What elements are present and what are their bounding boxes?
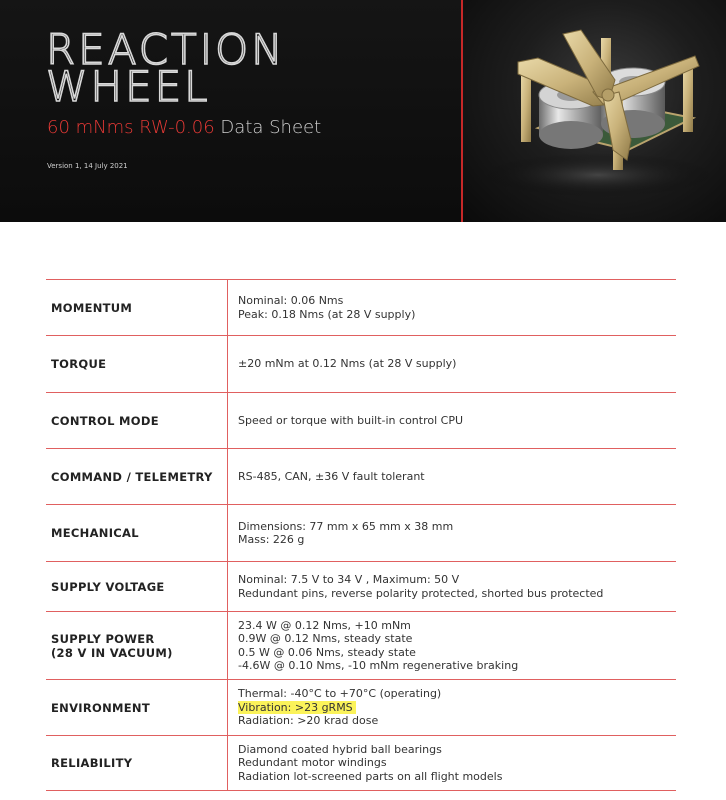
spec-value: ±20 mNm at 0.12 Nms (at 28 V supply) [238, 357, 457, 371]
header-title-panel [0, 0, 461, 222]
spec-value: Nominal: 7.5 V to 34 V , Maximum: 50 V Redundant pins, reverse polarity protected, shorted bus protected [238, 573, 604, 600]
datasheet-header [0, 0, 726, 222]
subtitle [47, 117, 321, 139]
product-photo [463, 0, 726, 222]
spec-label: TORQUE [46, 336, 228, 392]
spec-row-control-mode [46, 392, 676, 448]
spec-label: SUPPLY VOLTAGE [46, 562, 228, 611]
vibration-highlight: Vibration: >23 gRMS [238, 701, 356, 715]
version-date: Version 1, 14 July 2021 [47, 162, 128, 170]
spec-row-torque [46, 335, 676, 392]
spec-value: Speed or torque with built-in control CPU [238, 413, 464, 427]
spec-row-command-telemetry [46, 448, 676, 504]
spec-row-reliability [46, 735, 676, 791]
spec-value: Diamond coated hybrid ball bearings Redundant motor windings Radiation lot-screened parts on all flight models [238, 742, 503, 783]
title-line-1: REACTION [46, 25, 286, 74]
spec-row-supply-voltage [46, 561, 676, 611]
spec-row-mechanical [46, 504, 676, 561]
spec-label: ENVIRONMENT [46, 680, 228, 735]
spec-label: CONTROL MODE [46, 393, 228, 448]
spec-value: RS-485, CAN, ±36 V fault tolerant [238, 469, 425, 483]
spec-label: MECHANICAL [46, 505, 228, 561]
model-name: 60 mNms RW-0.06 [47, 117, 215, 138]
spec-label: SUPPLY POWER (28 V IN VACUUM) [46, 612, 228, 679]
title-line-2: WHEEL [46, 62, 211, 111]
spec-label: MOMENTUM [46, 280, 228, 335]
spec-value: Nominal: 0.06 Nms Peak: 0.18 Nms (at 28 V supply) [238, 294, 416, 321]
spec-value: Dimensions: 77 mm x 65 mm x 38 mm Mass: 226 g [238, 519, 454, 546]
reaction-wheel-illustration [463, 0, 726, 222]
spec-row-momentum [46, 279, 676, 335]
spec-value: 23.4 W @ 0.12 Nms, +10 mNm 0.9W @ 0.12 Nms, steady state 0.5 W @ 0.06 Nms, steady state -4.6W @ 0.10 Nms, -10 mNm regenerative braking [238, 618, 519, 672]
document-type: Data Sheet [220, 117, 322, 138]
spec-row-supply-power [46, 611, 676, 679]
spec-label: RELIABILITY [46, 736, 228, 790]
spec-label: COMMAND / TELEMETRY [46, 449, 228, 504]
spec-table [46, 279, 676, 791]
spec-value: Thermal: -40°C to +70°C (operating) Vibration: >23 gRMS Radiation: >20 krad dose [238, 687, 442, 728]
spec-row-environment [46, 679, 676, 735]
